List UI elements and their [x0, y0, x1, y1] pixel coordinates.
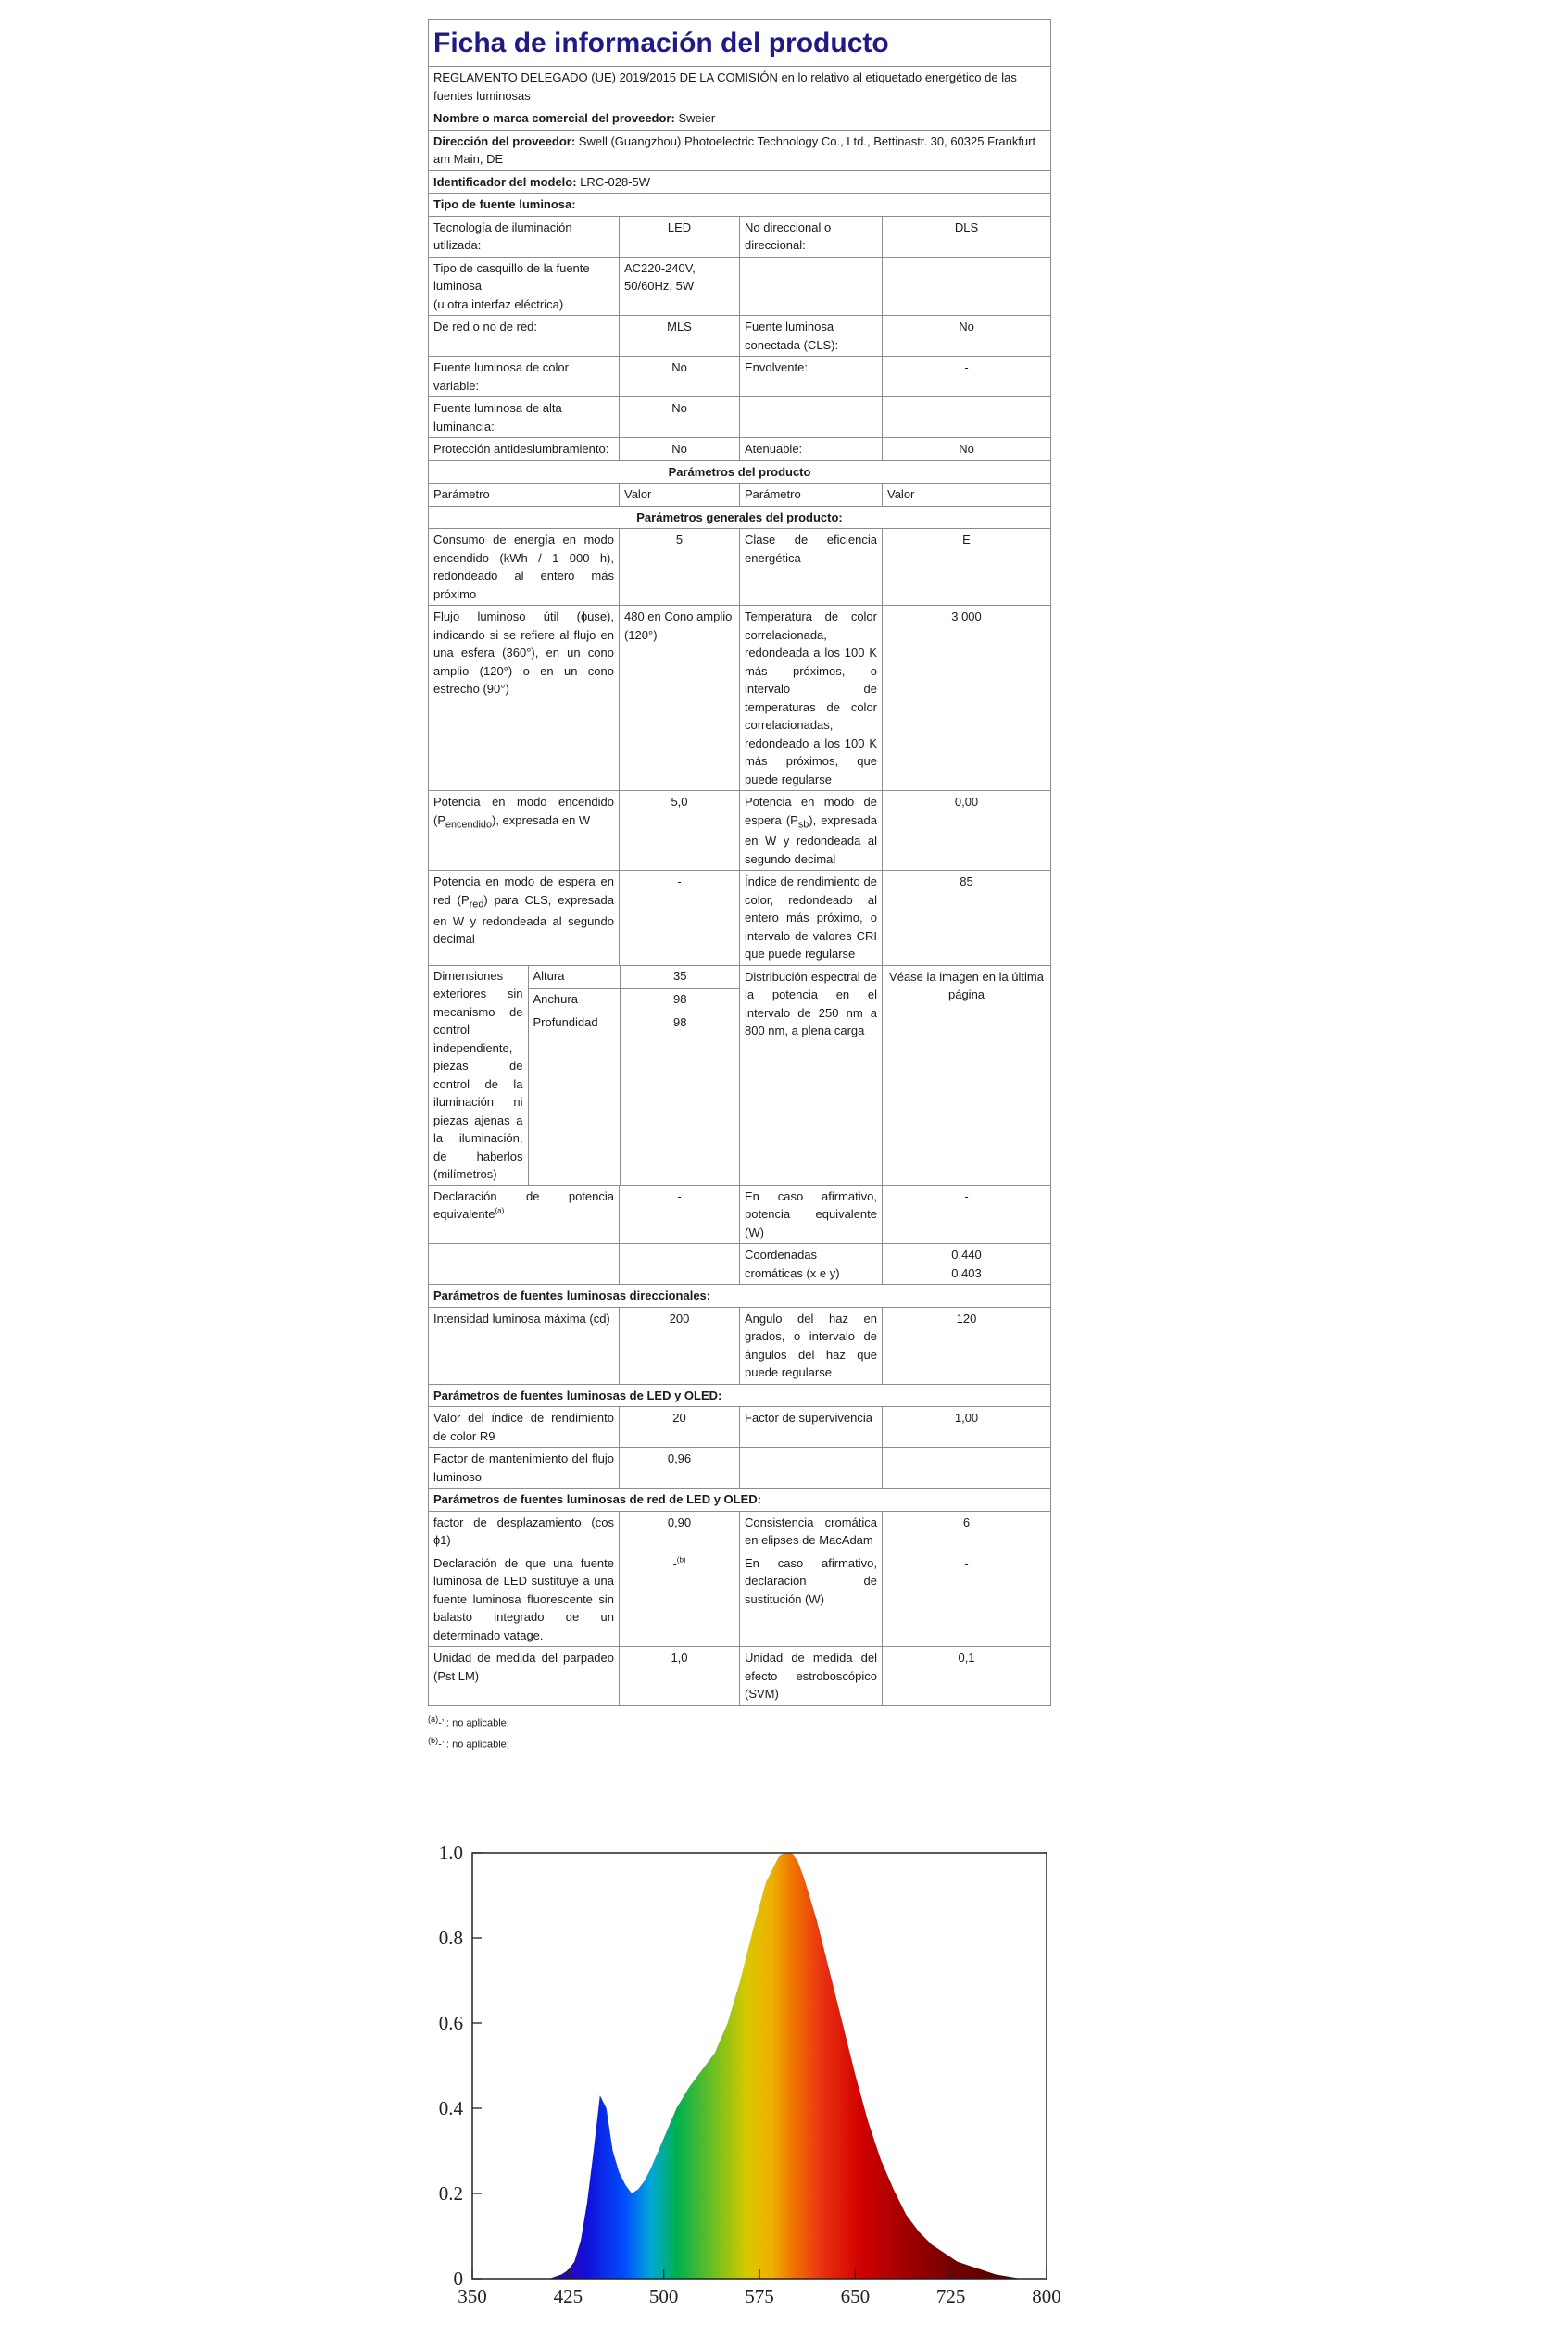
dimension-value: 98 — [620, 988, 740, 1012]
x-tick-label: 425 — [553, 2285, 583, 2306]
dimension-name: Profundidad — [528, 1012, 620, 1035]
supplier-address-value: Swell (Guangzhou) Photoelectric Technology Co., Ltd., Bettinastr. 30, 60325 Frankfurt am Main, DE — [433, 133, 1036, 166]
spectral-distribution-chart — [408, 1843, 1065, 2306]
row-value: No — [620, 438, 740, 461]
row-label: Tecnología de iluminación utilizada: — [429, 216, 620, 257]
dimensions-cell — [429, 965, 740, 1185]
row-label: Fuente luminosa de color variable: — [429, 357, 620, 397]
spectrum-area — [549, 1853, 1022, 2279]
row-label: Fuente luminosa conectada (CLS): — [740, 316, 883, 357]
label-subscript: sb — [797, 819, 809, 831]
table-row — [429, 1511, 1051, 1552]
directional-heading: Parámetros de fuentes luminosas direccionales: — [429, 1285, 1051, 1308]
row-value — [883, 1448, 1051, 1489]
row-value: 200 — [620, 1307, 740, 1384]
x-tick-label: 500 — [648, 2285, 679, 2306]
chroma-x: 0,440 — [951, 1248, 982, 1263]
spectral-value: Véase la imagen en la última página — [883, 965, 1051, 1185]
row-label: Declaración de que una fuente luminosa de LED sustituye a una fuente luminosa fluorescente sin balasto integrado de un determinado vatage. — [429, 1552, 620, 1647]
label-subscript: red — [469, 899, 484, 911]
row-value: 6 — [883, 1511, 1051, 1552]
row-label: Factor de mantenimiento del flujo luminoso — [429, 1448, 620, 1489]
table-row — [429, 1647, 1051, 1706]
row-label: Ángulo del haz en grados, o intervalo de ángulos del haz que puede regularse — [740, 1307, 883, 1384]
dimensions-label: Dimensiones exteriores sin mecanismo de control independiente, piezas de control de la iluminación ni piezas ajenas a la iluminación, de haberlos (milímetros) — [429, 966, 528, 1185]
row-value: - — [883, 1552, 1051, 1647]
empty-cell — [429, 1244, 620, 1285]
dimension-spacer — [620, 1035, 740, 1185]
row-label: Temperatura de color correlacionada, redondeada a los 100 K más próximos, o intervalo de temperaturas de color correlacionadas, redondeado a los 100 K más próximos, que puede regularse — [740, 606, 883, 791]
row-value: - — [883, 357, 1051, 397]
model-label: Identificador del modelo: — [433, 174, 577, 189]
row-label: Factor de supervivencia — [740, 1407, 883, 1448]
standby-label — [740, 791, 883, 871]
chroma-label: Coordenadas cromáticas (x e y) — [740, 1244, 883, 1285]
table-row — [429, 257, 1051, 316]
row-value: 1,00 — [883, 1407, 1051, 1448]
row-label: Fuente luminosa de alta luminancia: — [429, 397, 620, 438]
general-parameters-heading: Parámetros generales del producto: — [429, 506, 1051, 529]
supplier-address-row — [429, 130, 1051, 170]
chroma-value — [883, 1244, 1051, 1285]
row-label: Envolvente: — [740, 357, 883, 397]
table-row — [429, 438, 1051, 461]
label-text: ), expresada en W y redondeada al segundo decimal — [745, 812, 877, 866]
row-label: Unidad de medida del efecto estroboscópico (SVM) — [740, 1647, 883, 1706]
network-standby-value: - — [620, 871, 740, 966]
table-row — [429, 529, 1051, 606]
row-value: DLS — [883, 216, 1051, 257]
x-tick-label: 725 — [935, 2285, 966, 2306]
cri-label: Índice de rendimiento de color, redondeado al entero más próximo, o intervalo de valores CRI que puede regularse — [740, 871, 883, 966]
row-label: Tipo de casquillo de la fuente luminosa (u otra interfaz eléctrica) — [429, 257, 620, 316]
row-label: Consistencia cromática en elipses de MacAdam — [740, 1511, 883, 1552]
dimension-name: Altura — [528, 966, 620, 988]
x-tick-label: 650 — [840, 2285, 871, 2306]
table-row — [429, 397, 1051, 438]
product-info-table — [428, 19, 1051, 1706]
label-text: Potencia en modo de espera en red (P — [433, 874, 614, 907]
row-label: Valor del índice de rendimiento de color R9 — [429, 1407, 620, 1448]
dimensions-table — [429, 966, 740, 1185]
row-label: Consumo de energía en modo encendido (kWh / 1 000 h), redondeado al entero más próximo — [429, 529, 620, 606]
table-row — [429, 1407, 1051, 1448]
row-value: No — [883, 316, 1051, 357]
product-information-sheet — [428, 19, 1050, 1755]
row-value: 0,90 — [620, 1511, 740, 1552]
footnote-text: -’ : no aplicable; — [438, 1740, 509, 1752]
footnote-mark: (b) — [676, 1555, 686, 1565]
row-value: No — [883, 438, 1051, 461]
row-label: No direccional o direccional: — [740, 216, 883, 257]
label-subscript: encendido — [445, 819, 492, 831]
column-header-parameter: Parámetro — [429, 484, 620, 507]
row-value: No — [620, 397, 740, 438]
row-label: Intensidad luminosa máxima (cd) — [429, 1307, 620, 1384]
dimension-name: Anchura — [528, 988, 620, 1012]
row-value: 120 — [883, 1307, 1051, 1384]
row-label — [740, 257, 883, 316]
plot-area — [472, 1852, 1047, 2279]
table-row — [429, 1448, 1051, 1489]
standby-value: 0,00 — [883, 791, 1051, 871]
x-tick-label: 800 — [1032, 2285, 1061, 2306]
y-tick-label: 0.6 — [438, 2012, 463, 2034]
y-tick-label: 0.8 — [438, 1927, 463, 1949]
row-value: 20 — [620, 1407, 740, 1448]
table-row — [429, 606, 1051, 791]
row-value — [883, 397, 1051, 438]
footnote-mark: (b) — [428, 1736, 439, 1746]
table-row — [429, 316, 1051, 357]
power-on-label — [429, 791, 620, 871]
table-row — [429, 1244, 1051, 1285]
led-oled-heading: Parámetros de fuentes luminosas de LED y OLED: — [429, 1384, 1051, 1407]
footnote-mark: (a) — [428, 1714, 439, 1724]
row-label: Atenuable: — [740, 438, 883, 461]
y-tick-label: 0.4 — [438, 2097, 463, 2119]
regulation-text: REGLAMENTO DELEGADO (UE) 2019/2015 DE LA COMISIÓN en lo relativo al etiquetado energético de las fuentes luminosas — [429, 67, 1051, 107]
equiv-power-affirmative-label: En caso afirmativo, potencia equivalente (W) — [740, 1185, 883, 1244]
row-value — [620, 1552, 740, 1647]
row-value: No — [620, 357, 740, 397]
row-value: AC220-240V, 50/60Hz, 5W — [620, 257, 740, 316]
table-row — [429, 1552, 1051, 1647]
row-value: 0,96 — [620, 1448, 740, 1489]
light-source-type-heading: Tipo de fuente luminosa: — [429, 194, 1051, 217]
network-standby-label — [429, 871, 620, 966]
row-value: 3 000 — [883, 606, 1051, 791]
equiv-power-affirmative-value: - — [883, 1185, 1051, 1244]
page-title: Ficha de información del producto — [429, 20, 1051, 67]
equiv-power-value: - — [620, 1185, 740, 1244]
row-value: LED — [620, 216, 740, 257]
column-header-parameter: Parámetro — [740, 484, 883, 507]
footnotes — [428, 1712, 1050, 1755]
row-label: De red o no de red: — [429, 316, 620, 357]
model-value: LRC-028-5W — [580, 174, 651, 189]
table-row — [429, 1307, 1051, 1384]
y-tick-label: 0.2 — [438, 2182, 463, 2205]
supplier-address-label: Dirección del proveedor: — [433, 133, 576, 148]
row-value: 1,0 — [620, 1647, 740, 1706]
row-value: 5 — [620, 529, 740, 606]
label-text: Potencia en modo de espera (P — [745, 795, 877, 827]
product-parameters-heading: Parámetros del producto — [429, 460, 1051, 484]
table-row — [429, 791, 1051, 871]
y-tick-label: 1.0 — [438, 1843, 463, 1864]
row-value: 0,1 — [883, 1647, 1051, 1706]
y-tick-label: 0 — [453, 2268, 463, 2290]
table-row — [429, 965, 1051, 1185]
footnote — [428, 1712, 1050, 1734]
row-label — [740, 397, 883, 438]
footnote — [428, 1733, 1050, 1755]
chroma-y: 0,403 — [951, 1265, 982, 1280]
spectral-label: Distribución espectral de la potencia en el intervalo de 250 nm a 800 nm, a plena carga — [740, 965, 883, 1185]
footnote-mark: (a) — [495, 1207, 505, 1215]
row-label: Protección antideslumbramiento: — [429, 438, 620, 461]
supplier-name-label: Nombre o marca comercial del proveedor: — [433, 111, 675, 125]
dimension-spacer — [528, 1035, 620, 1185]
dimension-value: 35 — [620, 966, 740, 988]
table-row — [429, 357, 1051, 397]
equiv-power-label — [429, 1185, 620, 1244]
row-label: Unidad de medida del parpadeo (Pst LM) — [429, 1647, 620, 1706]
column-header-value: Valor — [883, 484, 1051, 507]
column-header-value: Valor — [620, 484, 740, 507]
row-value — [883, 257, 1051, 316]
column-headers — [429, 484, 1051, 507]
supplier-name-value: Sweier — [678, 111, 716, 125]
label-text: Potencia en modo encendido (P — [433, 795, 614, 827]
table-row — [429, 871, 1051, 966]
dimension-value: 98 — [620, 1012, 740, 1035]
row-label: Clase de eficiencia energética — [740, 529, 883, 606]
label-text: ), expresada en W — [491, 812, 591, 827]
value-text: - — [672, 1555, 677, 1570]
row-label — [740, 1448, 883, 1489]
row-value: MLS — [620, 316, 740, 357]
row-label: factor de desplazamiento (cos ɸ1) — [429, 1511, 620, 1552]
row-label: Flujo luminoso útil (ɸuse), indicando si se refiere al flujo en una esfera (360°), en un cono amplio (120°) o en un cono estrecho (90°) — [429, 606, 620, 791]
cri-value: 85 — [883, 871, 1051, 966]
x-tick-label: 575 — [745, 2285, 774, 2306]
label-text: Declaración de potencia equivalente — [433, 1188, 614, 1222]
power-on-value: 5,0 — [620, 791, 740, 871]
table-row — [429, 1185, 1051, 1244]
supplier-name-row — [429, 107, 1051, 131]
model-row — [429, 170, 1051, 194]
row-value: E — [883, 529, 1051, 606]
table-row — [429, 216, 1051, 257]
empty-cell — [620, 1244, 740, 1285]
mains-led-heading: Parámetros de fuentes luminosas de red de LED y OLED: — [429, 1489, 1051, 1512]
footnote-text: -’ : no aplicable; — [438, 1717, 509, 1729]
row-value: 480 en Cono amplio (120°) — [620, 606, 740, 791]
row-label: En caso afirmativo, declaración de sustitución (W) — [740, 1552, 883, 1647]
label-text: ) para CLS, expresada en W y redondeada al segundo decimal — [433, 892, 614, 947]
x-tick-label: 350 — [458, 2285, 487, 2306]
